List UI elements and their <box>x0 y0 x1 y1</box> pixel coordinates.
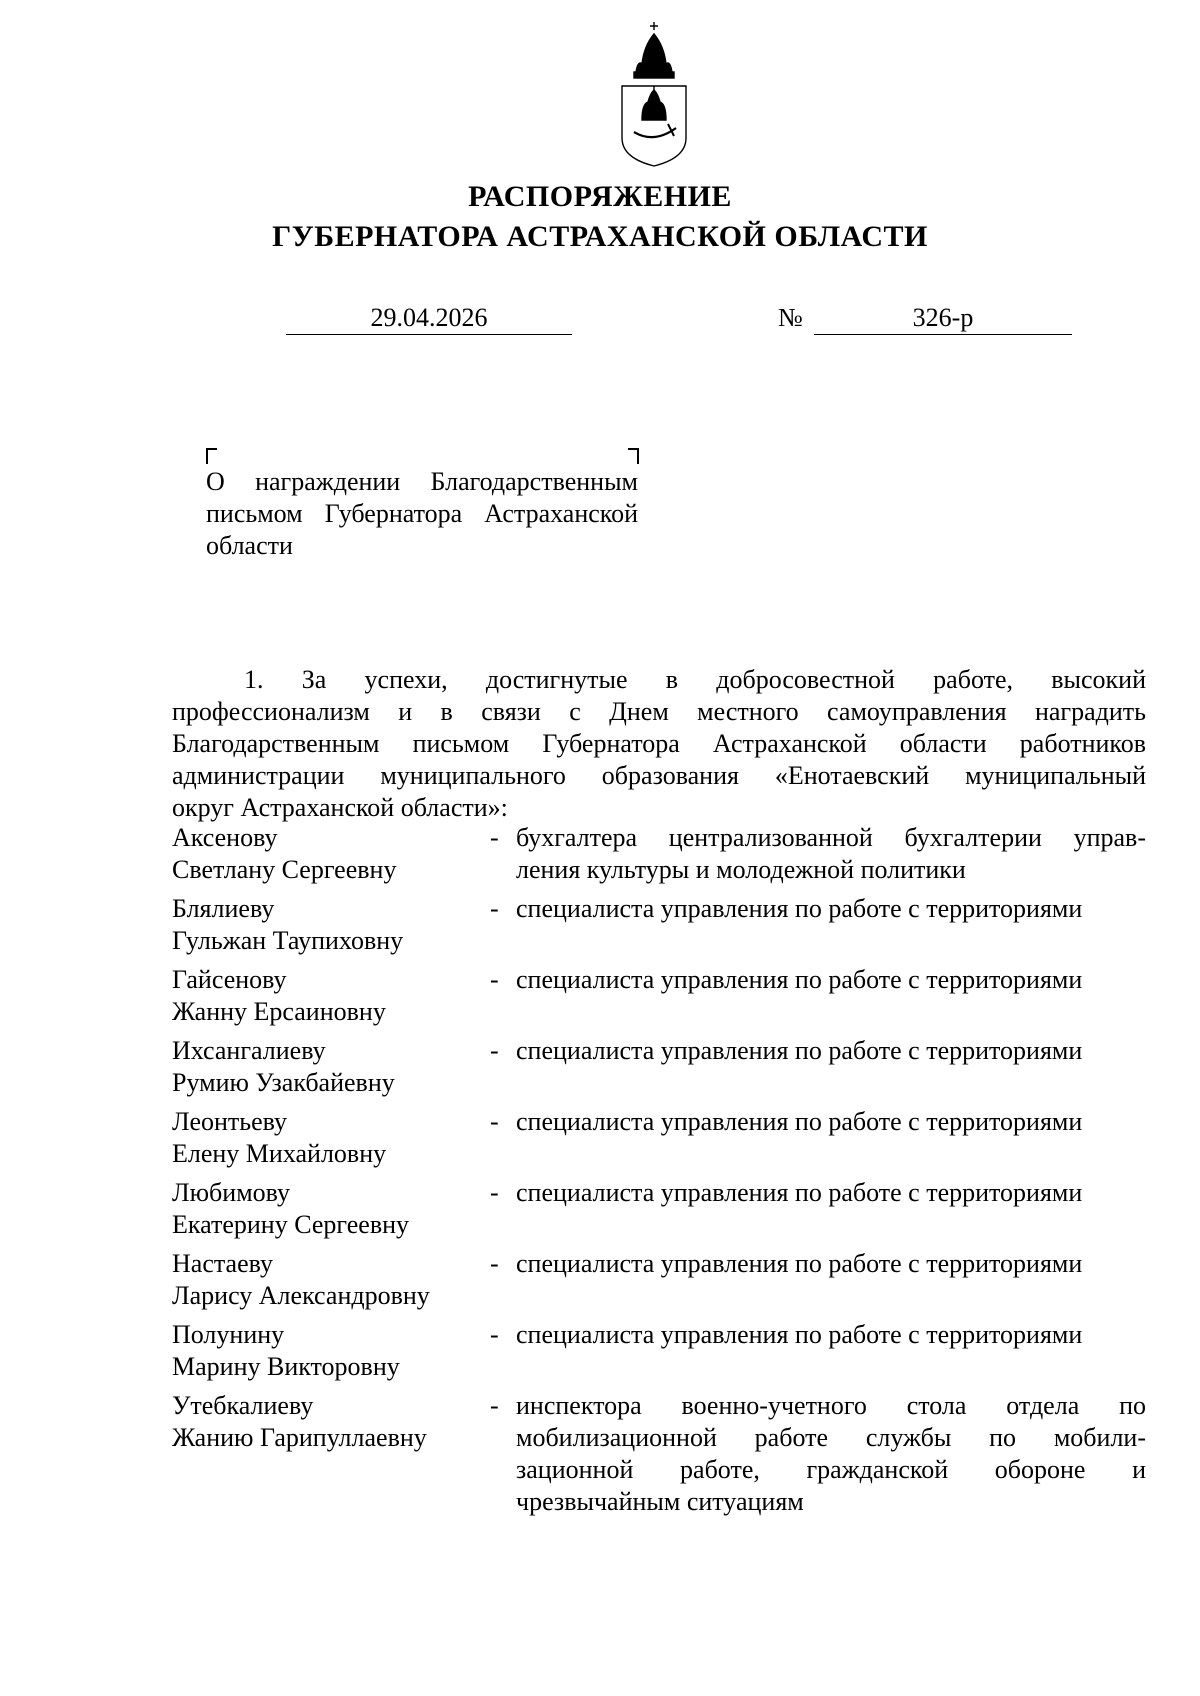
position-line: специалиста управления по работе с территориями <box>516 965 1083 994</box>
awardee-name <box>172 893 490 957</box>
subject-line: О награждении Благодарственным <box>206 467 638 496</box>
body-paragraph <box>172 664 1146 824</box>
awardee-position <box>516 1177 1146 1241</box>
awardee-dash: - <box>490 1249 499 1278</box>
awardee-name <box>172 1106 490 1170</box>
awardee-position <box>516 822 1146 886</box>
awardee-dash: - <box>490 1036 499 1065</box>
position-line: ления культуры и молодежной политики <box>516 855 966 884</box>
awardee-dash: - <box>490 1391 499 1420</box>
body-line: профессионализм и в связи с Днем местного самоуправления наградить <box>172 697 1146 726</box>
subject-line: области <box>206 531 293 560</box>
position-line: специалиста управления по работе с территориями <box>516 1178 1083 1207</box>
awardee-position <box>516 1248 1146 1312</box>
awardee-name <box>172 1177 490 1241</box>
position-line: мобилизационной работе службы по мобили- <box>516 1423 1146 1452</box>
awardee-surname: Блялиеву <box>172 894 275 923</box>
awardee-surname: Леонтьеву <box>172 1107 288 1136</box>
position-line: зационной работе, гражданской обороне и <box>516 1455 1146 1484</box>
awardee-surname: Ихсангалиеву <box>172 1036 326 1065</box>
number-label: № <box>778 303 803 332</box>
awardee-dash: - <box>490 965 499 994</box>
awardee-dash: - <box>490 1178 499 1207</box>
position-line: бухгалтера централизованной бухгалтерии управ- <box>516 823 1146 852</box>
awardee-surname: Любимову <box>172 1178 291 1207</box>
awardee-position <box>516 1106 1146 1170</box>
awardee-surname: Гайсенову <box>172 965 287 994</box>
awardee-given-names: Румию Узакбайевну <box>172 1068 395 1097</box>
document-number: 326-р <box>912 303 974 332</box>
awardee-given-names: Жанну Ерсаиновну <box>172 997 386 1026</box>
awardee-given-names: Светлану Сергеевну <box>172 855 397 884</box>
document-title: РАСПОРЯЖЕНИЕ <box>468 180 732 213</box>
list-item <box>172 964 1146 1028</box>
awardee-given-names: Гульжан Таупиховну <box>172 926 404 955</box>
subject-corner-left <box>206 448 217 464</box>
position-line: специалиста управления по работе с территориями <box>516 894 1083 923</box>
awardee-name <box>172 1319 490 1383</box>
subject-line: письмом Губернатора Астраханской <box>206 499 638 528</box>
document-issuer: ГУБЕРНАТОРА АСТРАХАНСКОЙ ОБЛАСТИ <box>272 220 928 253</box>
body-line: администрации муниципального образования «Енотаевский муниципальный <box>172 761 1146 790</box>
awardee-given-names: Марину Викторовну <box>172 1352 400 1381</box>
body-line: 1. За успехи, достигнутые в добросовестной работе, высокий <box>244 665 1146 694</box>
list-item <box>172 1106 1146 1170</box>
position-line: специалиста управления по работе с территориями <box>516 1036 1083 1065</box>
awardee-dash: - <box>490 1320 499 1349</box>
awardee-given-names: Екатерину Сергеевну <box>172 1210 410 1239</box>
list-item <box>172 893 1146 957</box>
document-date: 29.04.2026 <box>370 303 488 332</box>
astrakhan-coat-of-arms-icon <box>614 20 694 168</box>
awardee-position <box>516 1035 1146 1099</box>
awardee-name <box>172 822 490 886</box>
awardee-dash: - <box>490 823 499 852</box>
awardee-position <box>516 964 1146 1028</box>
position-line: инспектора военно-учетного стола отдела по <box>516 1391 1146 1420</box>
position-line: специалиста управления по работе с территориями <box>516 1320 1083 1349</box>
awardee-given-names: Ларису Александровну <box>172 1281 430 1310</box>
list-item <box>172 822 1146 886</box>
awardee-surname: Полунину <box>172 1320 285 1349</box>
awardee-position <box>516 1319 1146 1383</box>
awardee-position <box>516 893 1146 957</box>
list-item <box>172 1177 1146 1241</box>
awardee-name <box>172 1390 490 1518</box>
awardee-name <box>172 1035 490 1099</box>
document-subject <box>206 466 638 562</box>
position-line: специалиста управления по работе с территориями <box>516 1249 1083 1278</box>
position-line: специалиста управления по работе с территориями <box>516 1107 1083 1136</box>
list-item <box>172 1035 1146 1099</box>
list-item <box>172 1248 1146 1312</box>
awardee-given-names: Жанию Гарипуллаевну <box>172 1423 427 1452</box>
awardee-dash: - <box>490 894 499 923</box>
body-line: Благодарственным письмом Губернатора Астраханской области работников <box>172 729 1146 758</box>
awardee-list <box>172 822 1146 1525</box>
body-line: округ Астраханской области»: <box>172 793 508 822</box>
awardee-surname: Настаеву <box>172 1249 274 1278</box>
awardee-surname: Утебкалиеву <box>172 1391 314 1420</box>
awardee-given-names: Елену Михайловну <box>172 1139 387 1168</box>
awardee-surname: Аксенову <box>172 823 278 852</box>
subject-corner-right <box>628 448 639 464</box>
awardee-name <box>172 1248 490 1312</box>
awardee-dash: - <box>490 1107 499 1136</box>
list-item <box>172 1319 1146 1383</box>
position-line: чрезвычайным ситуациям <box>516 1487 804 1516</box>
list-item <box>172 1390 1146 1518</box>
awardee-name <box>172 964 490 1028</box>
awardee-position <box>516 1390 1146 1518</box>
